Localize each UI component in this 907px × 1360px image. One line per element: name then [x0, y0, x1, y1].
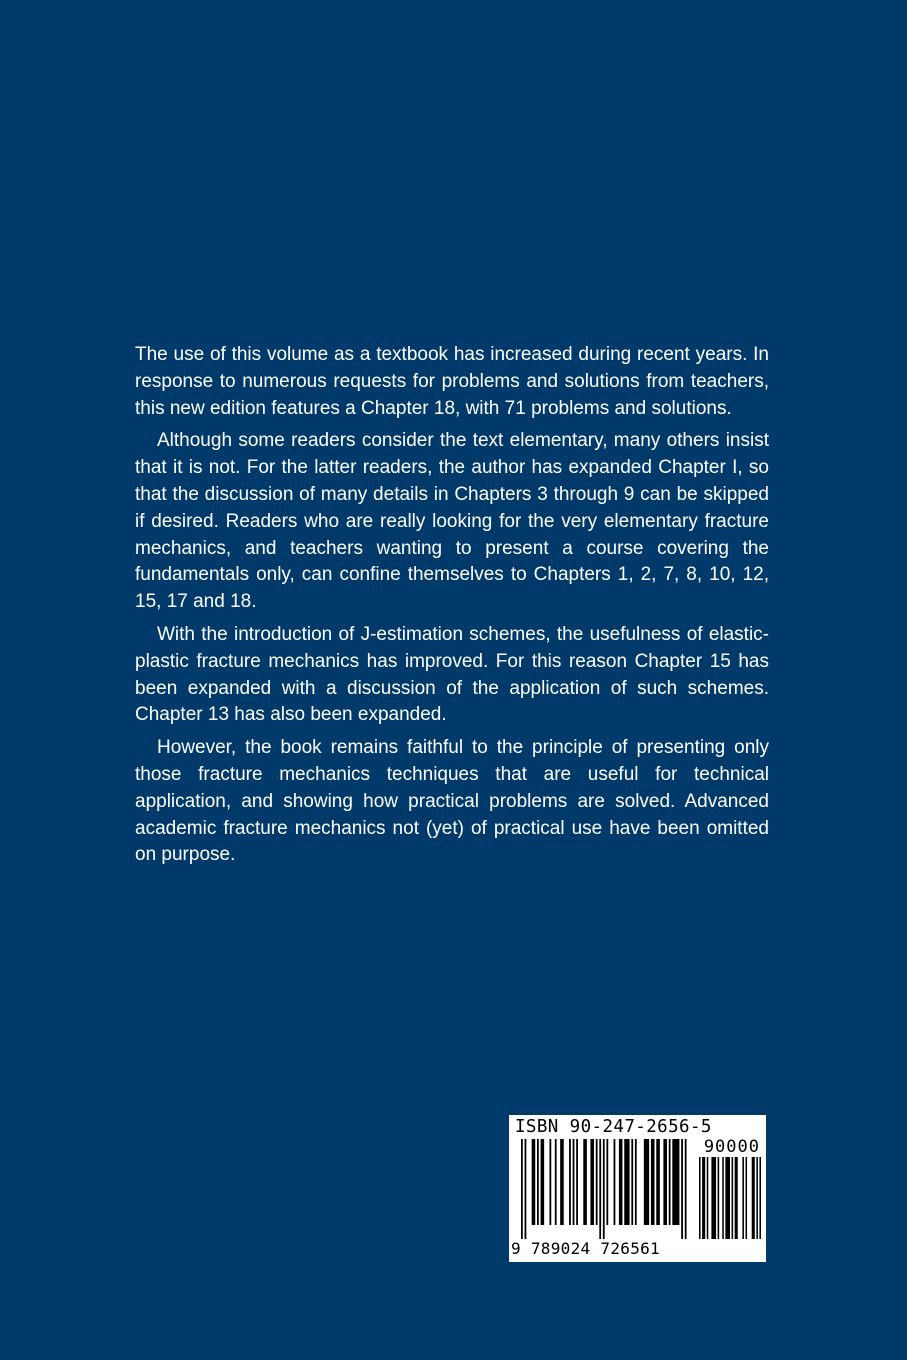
blurb-paragraph-4: However, the book remains faithful to the principle of presenting only those fracture mechanics techniques that are useful for technical application, and showing how practical problems are solved. Advanced academic fracture mechanics not (yet) of practical use have been omitted on purpose. [135, 737, 769, 866]
barcode-bar [541, 1139, 545, 1225]
barcode-bar [619, 1139, 623, 1225]
barcode-bar [603, 1139, 605, 1239]
barcode-bar [699, 1157, 701, 1239]
barcode-bar [549, 1139, 551, 1225]
blurb-paragraph-3: With the introduction of J-estimation schemes, the usefulness of elastic-plastic fracture mechanics has improved. For this reason Chapter 15 has been expanded with a discussion of the application of such schemes. Chapter 13 has also been expanded. [135, 623, 769, 726]
barcode-bar [663, 1139, 667, 1225]
back-cover-blurb [135, 342, 769, 875]
barcode-main-bars [521, 1139, 691, 1239]
barcode-bar [718, 1157, 720, 1239]
barcode-bar [590, 1139, 594, 1225]
barcode-bar [644, 1139, 649, 1225]
barcode-bar [669, 1139, 671, 1225]
barcode-bar [756, 1157, 758, 1239]
barcode-bar [573, 1139, 575, 1225]
blurb-paragraph-2: Although some readers consider the text elementary, many others insist that it is not. For the latter readers, the author has expanded Chapter I, so that the discussion of many details in Chapters 3 through 9 can be skipped if desired. Readers who are really looking for the very elementary fracture mechanics, and teachers wanting to present a course covering the fundamentals only, can confine themselves to Chapters 1, 2, 7, 8, 10, 12, 15, 17 and 18. [135, 430, 769, 613]
barcode-bar [711, 1157, 716, 1239]
barcode-bar [759, 1157, 761, 1239]
barcode-bar [606, 1139, 608, 1225]
barcode-bar [596, 1139, 598, 1225]
barcode-bar [685, 1139, 687, 1239]
blurb-paragraph-1: The use of this volume as a textbook has increased during recent years. In response to numerous requests for problems and solutions from teachers, this new edition features a Chapter 18, with 71 problems and solutions. [135, 344, 769, 419]
isbn-barcode [509, 1115, 766, 1262]
barcode-bar [599, 1139, 601, 1239]
barcode-bar [752, 1157, 755, 1239]
barcode-bar [560, 1139, 564, 1225]
barcode-bar [555, 1139, 557, 1225]
barcode-bar [732, 1157, 734, 1239]
barcode-bar [707, 1157, 709, 1239]
barcode-bar [735, 1157, 738, 1239]
barcode-bar [624, 1139, 629, 1225]
barcode-bar [725, 1157, 730, 1239]
barcode-bar [672, 1139, 679, 1225]
barcode-bar [681, 1139, 683, 1239]
barcode-bar [525, 1139, 527, 1239]
barcode-bar [722, 1157, 724, 1239]
barcode-bar [656, 1139, 660, 1225]
barcode-bar [746, 1157, 748, 1239]
barcode-bar [569, 1139, 571, 1225]
isbn-label: ISBN 90-247-2656-5 [515, 1117, 712, 1137]
barcode-bar [614, 1139, 616, 1225]
barcode-bar [631, 1139, 633, 1225]
barcode-addon-code: 90000 [703, 1137, 760, 1157]
barcode-bar [537, 1139, 539, 1225]
barcode-bar [651, 1139, 655, 1225]
barcode-bar [635, 1139, 637, 1225]
ean-number: 9 789024 726561 [511, 1239, 660, 1258]
barcode-addon-bars [699, 1157, 761, 1239]
barcode-bar [576, 1139, 578, 1225]
barcode-bar [521, 1139, 523, 1239]
barcode-bar [702, 1157, 705, 1239]
barcode-bar [532, 1139, 536, 1225]
barcode-bar [742, 1157, 744, 1239]
barcode-bar [583, 1139, 587, 1225]
